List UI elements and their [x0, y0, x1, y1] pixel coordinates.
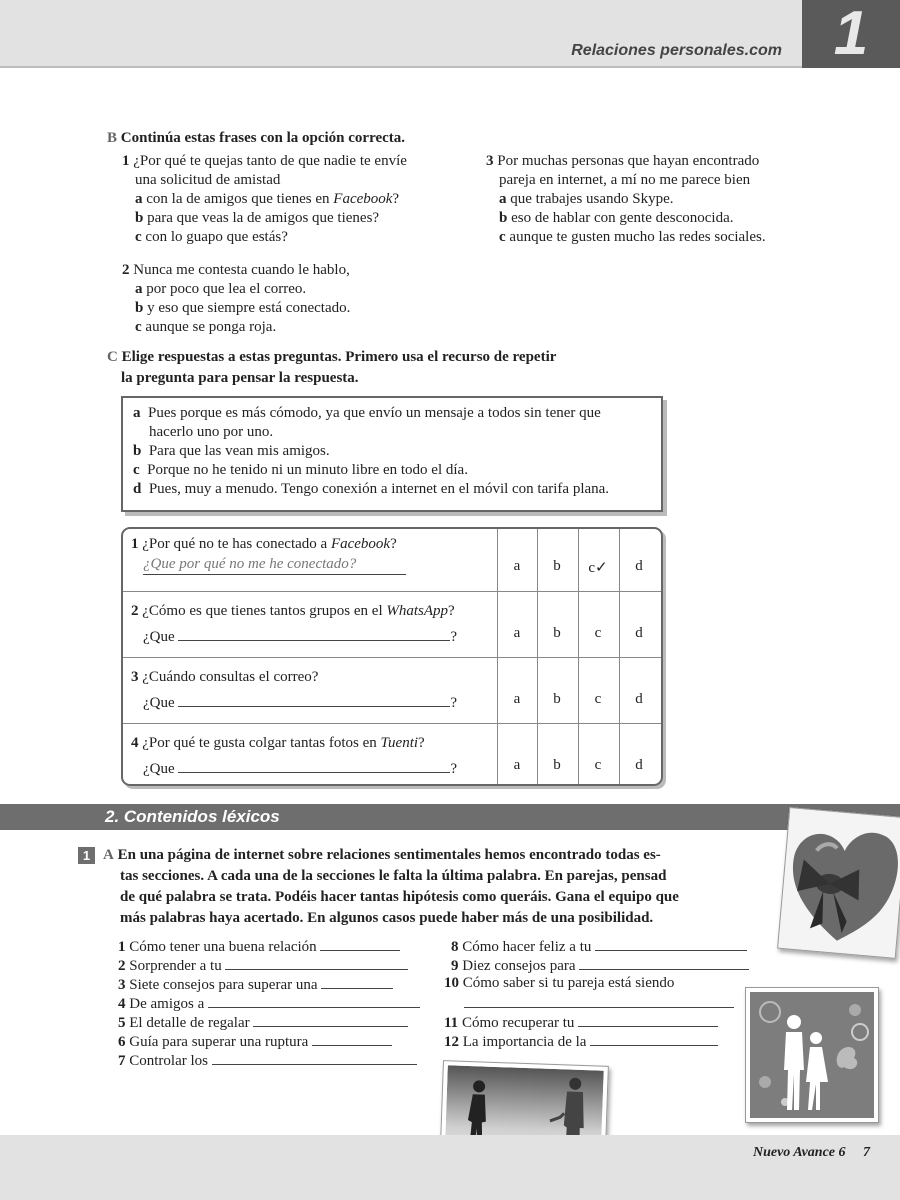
item-text: Cómo recuperar tu [461, 1015, 575, 1031]
answer-box [121, 396, 663, 512]
question-text: ¿Por qué no te has conectado a [142, 536, 331, 552]
b-item-1-line-1 [122, 152, 407, 171]
answer-line-3 [143, 691, 457, 713]
item-number: 4 [118, 996, 126, 1012]
answer-blank[interactable] [578, 1012, 718, 1027]
item-number: 1 [118, 939, 126, 955]
item-number: 9 [451, 958, 459, 974]
lex-item-1 [118, 936, 400, 957]
lex-item-7 [118, 1050, 417, 1071]
answer-text: Para que las vean mis amigos. [148, 443, 330, 459]
option-b[interactable]: b [553, 625, 561, 641]
section-b-heading [107, 129, 405, 148]
table-row [123, 529, 661, 595]
item-text: Sorprender a tu [129, 958, 222, 974]
activity-number-badge: 1 [78, 847, 95, 864]
answer-prompt: ¿Que [143, 629, 175, 645]
chapter-tab [802, 0, 900, 68]
option-a[interactable]: a [513, 625, 521, 641]
section-c-instruction-1: Elige respuestas a estas preguntas. Primero usa el recurso de repetir [121, 349, 557, 365]
b-item-1-option-a [135, 190, 399, 209]
option-letter: a [135, 281, 143, 297]
b-item-3-line-2: pareja en internet, a mí no me parece bien [499, 172, 751, 188]
table-row [123, 723, 661, 786]
example-answer-field[interactable]: ¿Que por qué no me he conectado? [143, 555, 406, 575]
answer-prompt: ¿Que [143, 761, 175, 777]
question-end: ? [418, 735, 425, 751]
option-a[interactable]: a [513, 558, 521, 574]
item-number: 7 [118, 1053, 126, 1069]
b-item-2-option-a [135, 280, 306, 299]
option-b[interactable]: b [553, 558, 561, 574]
couple-silhouette-photo [745, 987, 879, 1123]
answer-d [133, 480, 609, 499]
item-text: Cómo tener una buena relación [129, 939, 317, 955]
option-a[interactable]: a [513, 691, 521, 707]
b-item-3-option-a [499, 190, 674, 209]
option-letter: b [135, 300, 144, 316]
activity-letter: A [103, 847, 114, 863]
item-text: La importancia de la [462, 1034, 587, 1050]
option-c[interactable]: c [594, 757, 602, 773]
option-text: que trabajes usando Skype. [510, 191, 674, 207]
answer-blank[interactable] [320, 936, 400, 951]
answer-b [133, 442, 330, 461]
answer-text: Pues, muy a menudo. Tengo conexión a internet en el móvil con tarifa plana. [148, 481, 610, 497]
lex-item-8 [451, 936, 747, 957]
b-item-2-option-c [135, 318, 276, 337]
item-number: 12 [444, 1034, 459, 1050]
question-text: ¿Por qué te gusta colgar tantas fotos en [142, 735, 381, 751]
answer-text: Pues porque es más cómodo, ya que envío un mensaje a todos sin tener que [148, 405, 601, 421]
activity-1a-line-4: más palabras haya acertado. En algunos casos puede haber más de una posibilidad. [120, 910, 654, 926]
answer-blank[interactable] [178, 691, 450, 707]
lex-item-4 [118, 993, 420, 1014]
option-b[interactable]: b [553, 757, 561, 773]
option-d[interactable]: d [635, 625, 643, 641]
b-item-1-option-b [135, 209, 379, 228]
footer-text [753, 1145, 870, 1161]
item-number: 5 [118, 1015, 126, 1031]
option-c[interactable]: c [594, 625, 602, 641]
b-item-2-number: 2 [122, 262, 130, 278]
question-number: 2 [131, 603, 139, 619]
b-item-3-option-b [499, 209, 734, 228]
question-number: 4 [131, 735, 139, 751]
question-number: 1 [131, 536, 139, 552]
answer-letter: b [133, 443, 142, 459]
answer-letter: c [133, 462, 140, 478]
section-c-letter: C [107, 349, 118, 365]
option-letter: b [135, 210, 144, 226]
answer-blank[interactable] [312, 1031, 392, 1046]
lex-item-11 [444, 1012, 718, 1033]
option-text: aunque te gusten mucho las redes sociales. [509, 229, 766, 245]
answer-line-4 [143, 757, 457, 779]
item-text: De amigos a [129, 996, 205, 1012]
answer-blank[interactable] [321, 974, 393, 989]
answer-line-2 [143, 625, 457, 647]
lex-item-2 [118, 955, 408, 976]
b-item-2-line-1 [122, 261, 350, 280]
answer-blank[interactable] [595, 936, 747, 951]
book-title: Nuevo Avance 6 [752, 1145, 846, 1160]
answer-blank[interactable] [253, 1012, 408, 1027]
option-text: por poco que lea el correo. [146, 281, 307, 297]
option-c-checked[interactable]: c✓ [588, 560, 608, 576]
activity-1a-line-1 [103, 846, 661, 865]
answer-prompt: ¿Que [143, 695, 175, 711]
answer-text: Porque no he tenido ni un minuto libre en todo el día. [147, 462, 468, 478]
lex-item-12 [444, 1031, 718, 1052]
option-d[interactable]: d [635, 757, 643, 773]
answer-blank[interactable] [579, 955, 749, 970]
item-number: 2 [118, 958, 126, 974]
item-number: 11 [444, 1015, 459, 1031]
answer-end: ? [450, 761, 458, 777]
option-letter: c [135, 229, 142, 245]
answer-a-line-2: hacerlo uno por uno. [149, 424, 274, 440]
option-text: eso de hablar con gente desconocida. [511, 210, 734, 226]
answer-blank[interactable] [178, 625, 450, 641]
b-item-3-line-1 [486, 152, 759, 171]
question-1 [131, 535, 397, 554]
b-item-1-number: 1 [122, 153, 130, 169]
answer-blank[interactable] [212, 1050, 417, 1065]
answer-a [133, 404, 601, 423]
activity-instruction: En una página de internet sobre relaciones sentimentales hemos encontrado todas es- [117, 847, 661, 863]
question-number: 3 [131, 669, 139, 685]
question-table [121, 527, 663, 786]
item-number: 3 [118, 977, 126, 993]
heart-gift-icon [778, 808, 900, 958]
table-row [123, 657, 661, 724]
page-footer [0, 1135, 900, 1200]
item-text: Siete consejos para superar una [129, 977, 318, 993]
option-letter: c [499, 229, 506, 245]
option-text: con lo guapo que estás? [145, 229, 288, 245]
item-text: Cómo hacer feliz a tu [462, 939, 592, 955]
option-letter: b [499, 210, 508, 226]
question-end: ? [390, 536, 397, 552]
header-divider [0, 66, 802, 68]
chapter-number: 1 [833, 0, 869, 68]
question-text: ¿Cuándo consultas el correo? [142, 669, 319, 685]
option-text: y eso que siempre está conectado. [147, 300, 351, 316]
option-end: ? [392, 191, 400, 207]
answer-letter: a [133, 405, 141, 421]
question-4 [131, 734, 425, 753]
lex-item-6 [118, 1031, 392, 1052]
section-b-instruction: Continúa estas frases con la opción correcta. [120, 130, 406, 146]
item-text: Guía para superar una ruptura [129, 1034, 309, 1050]
heart-gift-photo [777, 807, 900, 959]
b-item-3-number: 3 [486, 153, 494, 169]
question-italic: Tuenti [380, 735, 419, 751]
b-item-1-text: ¿Por qué te quejas tanto de que nadie te envíe [133, 153, 407, 169]
item-number: 6 [118, 1034, 126, 1050]
option-d[interactable]: d [635, 558, 643, 574]
lex-item-3 [118, 974, 393, 995]
item-number: 8 [451, 939, 459, 955]
question-end: ? [448, 603, 455, 619]
option-letter: c [135, 319, 142, 335]
lex-item-9 [451, 955, 749, 976]
couple-silhouette-icon [750, 992, 874, 1118]
item-number: 10 [444, 975, 459, 991]
item-text: Controlar los [129, 1053, 208, 1069]
option-text: aunque se ponga roja. [145, 319, 277, 335]
answer-letter: d [133, 481, 142, 497]
page-number: 7 [863, 1145, 870, 1160]
section-b-letter: B [107, 130, 118, 146]
answer-c [133, 461, 468, 480]
b-item-1-option-c [135, 228, 288, 247]
option-letter: a [135, 191, 143, 207]
b-item-3-option-c [499, 228, 766, 247]
section-c-instruction-2: la pregunta para pensar la respuesta. [121, 370, 359, 386]
option-c[interactable]: c [594, 691, 602, 707]
answer-end: ? [450, 629, 458, 645]
question-italic: Facebook [330, 536, 391, 552]
activity-1a-line-2: tas secciones. A cada una de la secciones le falta la última palabra. En parejas, pensad [120, 868, 667, 884]
answer-blank[interactable] [208, 993, 420, 1008]
section-2-bar [0, 804, 900, 830]
answer-blank[interactable] [590, 1031, 718, 1046]
b-item-2-option-b [135, 299, 350, 318]
option-d[interactable]: d [635, 691, 643, 707]
table-row [123, 591, 661, 658]
b-item-1-line-2: una solicitud de amistad [135, 172, 281, 188]
answer-blank[interactable] [225, 955, 408, 970]
question-italic: WhatsApp [386, 603, 449, 619]
answer-blank[interactable] [464, 1007, 734, 1008]
question-text: ¿Cómo es que tienes tantos grupos en el [142, 603, 387, 619]
item-text: Diez consejos para [462, 958, 576, 974]
option-text: para que veas la de amigos que tienes? [147, 210, 380, 226]
lex-item-10 [444, 974, 674, 993]
item-text: El detalle de regalar [129, 1015, 250, 1031]
question-3 [131, 668, 318, 687]
b-item-3-text: Por muchas personas que hayan encontrado [497, 153, 760, 169]
activity-1a-line-3: de qué palabra se trata. Podéis hacer tantas hipótesis como queráis. Gana el equipo que [120, 889, 679, 905]
option-text: con la de amigos que tienes en [146, 191, 334, 207]
item-text: Cómo saber si tu pareja está siendo [462, 975, 675, 991]
answer-end: ? [450, 695, 458, 711]
option-letter: a [499, 191, 507, 207]
option-italic: Facebook [333, 191, 393, 207]
answer-blank[interactable] [178, 757, 450, 773]
lex-item-5 [118, 1012, 408, 1033]
option-a[interactable]: a [513, 757, 521, 773]
section-2-title: 2. Contenidos léxicos [105, 807, 280, 826]
b-item-2-text: Nunca me contesta cuando le hablo, [133, 262, 350, 278]
header-title: Relaciones personales.com [571, 42, 782, 59]
section-c-heading [107, 348, 556, 367]
question-2 [131, 602, 455, 621]
option-b[interactable]: b [553, 691, 561, 707]
